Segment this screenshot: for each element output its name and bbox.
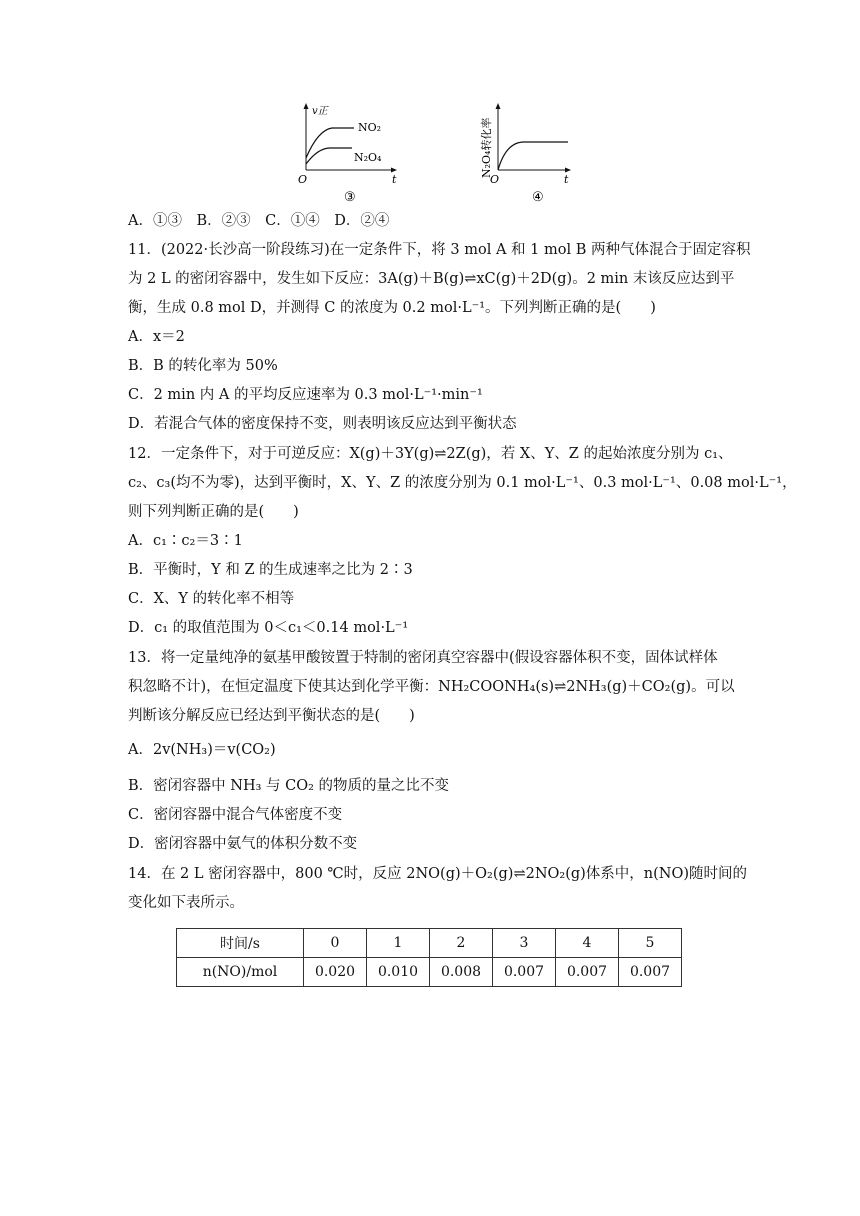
q14-stem-1: 14．在 2 L 密闭容器中，800 ℃时，反应 2NO(g)＋O₂(g)⇌2NO₂(g)体系中，n(NO)随时间的	[128, 866, 748, 882]
fig3-curve-bottom-label: N₂O₄	[354, 151, 382, 164]
table-header-cell: 2	[430, 929, 493, 958]
q13-option-a: A．2v(NH₃)＝v(CO₂)	[128, 742, 276, 758]
q12-stem-1: 12．一定条件下，对于可逆反应：X(g)＋3Y(g)⇌2Z(g)，若 X、Y、Z 的起始浓度分别为 c₁、	[128, 446, 733, 462]
q13-option-c: C．密闭容器中混合气体密度不变	[128, 807, 343, 823]
q12-option-d: D．c₁ 的取值范围为 0＜c₁＜0.14 mol·L⁻¹	[128, 620, 409, 636]
table-cell: 0.010	[367, 958, 430, 987]
table-cell: 0.020	[304, 958, 367, 987]
fig3-y-axis-label: v正	[312, 106, 328, 117]
table-header-row	[177, 929, 682, 958]
table-cell: n(NO)/mol	[177, 958, 304, 987]
q11-option-b: B．B 的转化率为 50%	[128, 358, 278, 374]
q13-option-d: D．密闭容器中氨气的体积分数不变	[128, 836, 358, 852]
q14-table	[176, 928, 682, 987]
q12-option-c: C．X、Y 的转化率不相等	[128, 591, 295, 607]
q13-option-b: B．密闭容器中 NH₃ 与 CO₂ 的物质的量之比不变	[128, 778, 450, 794]
q11-stem-1: 11．(2022·长沙高一阶段练习)在一定条件下，将 3 mol A 和 1 mol B 两种气体混合于固定容积	[128, 242, 751, 258]
q12-stem-2: c₂、c₃(均不为零)，达到平衡时，X、Y、Z 的浓度分别为 0.1 mol·L⁻¹、0.3 mol·L⁻¹、0.08 mol·L⁻¹，	[128, 475, 797, 491]
table-cell: 0.007	[619, 958, 682, 987]
table-row	[177, 958, 682, 987]
q13-stem-1: 13．将一定量纯净的氨基甲酸铵置于特制的密闭真空容器中(假设容器体积不变，固体试样体	[128, 650, 718, 666]
fig4-x-axis-label: t	[564, 173, 569, 186]
q11-option-d: D．若混合气体的密度保持不变，则表明该反应达到平衡状态	[128, 416, 517, 432]
fig3-curve-top-label: NO₂	[358, 121, 382, 134]
q12-stem-3: 则下列判断正确的是( )	[128, 504, 299, 520]
q11-stem-3: 衡，生成 0.8 mol D，并测得 C 的浓度为 0.2 mol·L⁻¹。下列判断正确的是( )	[128, 300, 656, 316]
table-cell: 0.008	[430, 958, 493, 987]
table-header-cell: 0	[304, 929, 367, 958]
q11-option-c: C．2 min 内 A 的平均反应速率为 0.3 mol·L⁻¹·min⁻¹	[128, 387, 483, 403]
fig4-y-axis-label: N₂O₄转化率	[480, 117, 493, 178]
table-header-cell: 4	[556, 929, 619, 958]
table-cell: 0.007	[556, 958, 619, 987]
table-cell: 0.007	[493, 958, 556, 987]
figure-3	[292, 98, 592, 208]
table-header-cell: 时间/s	[177, 929, 304, 958]
q10-options: A．①③ B．②③ C．①④ D．②④	[128, 213, 390, 229]
fig3-caption: ③	[344, 190, 356, 205]
table-header-cell: 3	[493, 929, 556, 958]
fig4-caption: ④	[532, 190, 544, 205]
fig3-x-axis-label: t	[392, 173, 397, 186]
q13-stem-2: 积忽略不计)，在恒定温度下使其达到化学平衡：NH₂COONH₄(s)⇌2NH₃(g)＋CO₂(g)。可以	[128, 679, 735, 695]
q12-option-a: A．c₁∶c₂＝3∶1	[128, 533, 243, 549]
q11-option-a: A．x＝2	[128, 329, 185, 345]
table-header-cell: 1	[367, 929, 430, 958]
q11-stem-2: 为 2 L 的密闭容器中，发生如下反应：3A(g)＋B(g)⇌xC(g)＋2D(g)。2 min 末该反应达到平	[128, 271, 735, 287]
fig3-origin: O	[298, 173, 308, 186]
fig4-origin: O	[490, 173, 500, 186]
q13-stem-3: 判断该分解反应已经达到平衡状态的是( )	[128, 708, 415, 724]
q14-stem-2: 变化如下表所示。	[128, 895, 244, 911]
figures	[292, 98, 592, 208]
q12-option-b: B．平衡时，Y 和 Z 的生成速率之比为 2∶3	[128, 562, 413, 578]
table-header-cell: 5	[619, 929, 682, 958]
